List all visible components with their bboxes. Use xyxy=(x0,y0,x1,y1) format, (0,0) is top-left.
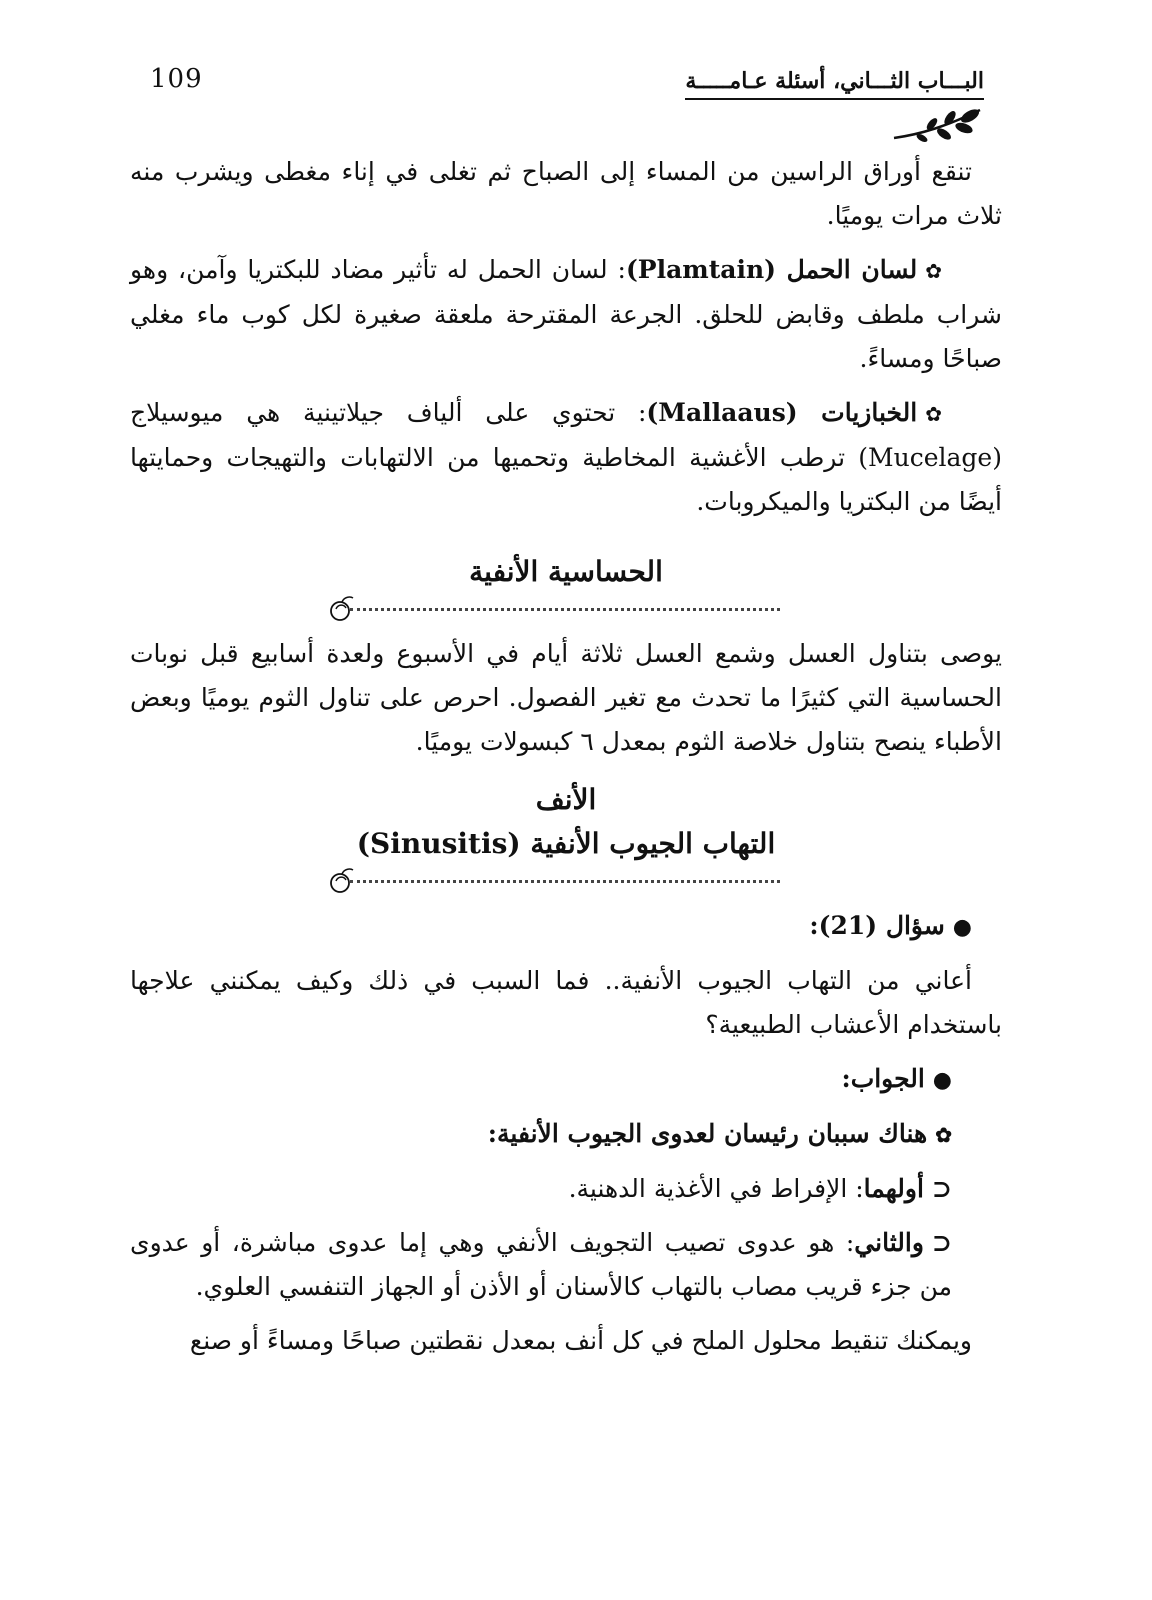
entry-term: لسان الحمل (Plamtain) xyxy=(625,255,918,284)
page-number: 109 xyxy=(150,64,203,94)
leaf-bullet-icon: ✿ xyxy=(925,259,943,283)
entry-plantain xyxy=(130,248,1002,381)
section-title-nose: الأنف xyxy=(535,783,597,816)
c-bullet-icon: ⊂ xyxy=(931,1228,952,1257)
first-cause xyxy=(130,1167,1002,1211)
c-bullet-icon: ⊂ xyxy=(931,1174,952,1203)
apple-bullet-icon: ● xyxy=(932,1067,952,1093)
entry-mallow xyxy=(130,391,1002,524)
answer-label-text: الجواب: xyxy=(841,1064,925,1093)
first-cause-text: : الإفراط في الأغذية الدهنية. xyxy=(568,1174,864,1203)
answer-intro xyxy=(130,1112,1002,1157)
second-cause-label: والثاني xyxy=(854,1228,924,1257)
running-title: البـــاب الثـــاني، أسئلة عـامـــــة xyxy=(685,68,984,100)
second-cause-text: : هو عدوى تصيب التجويف الأنفي وهي إما عدوى مباشرة، أو عدوى من جزء قريب مصاب بالتهاب كالأسنان أو الأذن أو الجهاز التنفسي العلوي. xyxy=(130,1228,952,1301)
leaf-branch-icon xyxy=(892,104,984,144)
apple-bullet-icon: ● xyxy=(952,914,972,940)
answer-intro-text: هناك سببان رئيسان لعدوى الجيوب الأنفية: xyxy=(487,1119,928,1148)
second-cause xyxy=(130,1221,1002,1309)
intro-paragraph: تنقع أوراق الراسين من المساء إلى الصباح ثم تغلى في إناء مغطى ويشرب منه ثلاث مرات يوميًا. xyxy=(130,157,1002,230)
question-text: أعاني من التهاب الجيوب الأنفية.. فما السبب في ذلك وكيف يمكنني علاجها باستخدام الأعشاب الطبيعية؟ xyxy=(130,966,1002,1039)
closing-paragraph: ويمكنك تنقيط محلول الملح في كل أنف بمعدل نقطتين صباحًا ومساءً أو صنع xyxy=(189,1326,972,1355)
section-divider xyxy=(130,594,1002,628)
section-title-allergy: الحساسية الأنفية xyxy=(469,555,663,588)
entry-term: الخبازيات (Mallaaus) xyxy=(646,398,918,427)
dotted-rule xyxy=(350,880,780,883)
question-label-text: سؤال (21): xyxy=(809,911,945,940)
page-body xyxy=(130,150,1002,1373)
entry-text: : لسان الحمل له تأثير مضاد للبكتريا وآمن، وهو شراب ملطف وقابض للحلق. الجرعة المقترحة ملعقة صغيرة لكل كوب ماء مغلي صباحًا ومساءً. xyxy=(130,255,1002,373)
dotted-rule xyxy=(350,608,780,611)
leaf-bullet-icon: ✿ xyxy=(925,402,942,426)
section-divider xyxy=(130,866,1002,900)
first-cause-label: أولهما xyxy=(863,1174,924,1203)
allergy-paragraph: يوصى بتناول العسل وشمع العسل ثلاثة أيام في الأسبوع ولعدة أسابيع قبل نوبات الحساسية التي كثيرًا ما تحدث مع تغير الفصول. احرص على تناول الثوم يوميًا وبعض الأطباء ينصح بتناول خلاصة الثوم بمعدل ٦ كبسولات يوميًا. xyxy=(130,639,1002,756)
section-subtitle-sinusitis: التهاب الجيوب الأنفية (Sinusitis) xyxy=(356,827,776,860)
running-header xyxy=(150,64,984,136)
leaf-bullet-icon: ✿ xyxy=(935,1123,952,1147)
question-label xyxy=(130,904,1002,949)
answer-label xyxy=(130,1057,1002,1102)
entry-text: : تحتوي على ألياف جيلاتينية هي ميوسيلاج (Mucelage) ترطب الأغشية المخاطية وتحميها من الالتهابات والتهيجات وحمايتها أيضًا من البكتريا والميكروبات. xyxy=(130,398,1002,516)
